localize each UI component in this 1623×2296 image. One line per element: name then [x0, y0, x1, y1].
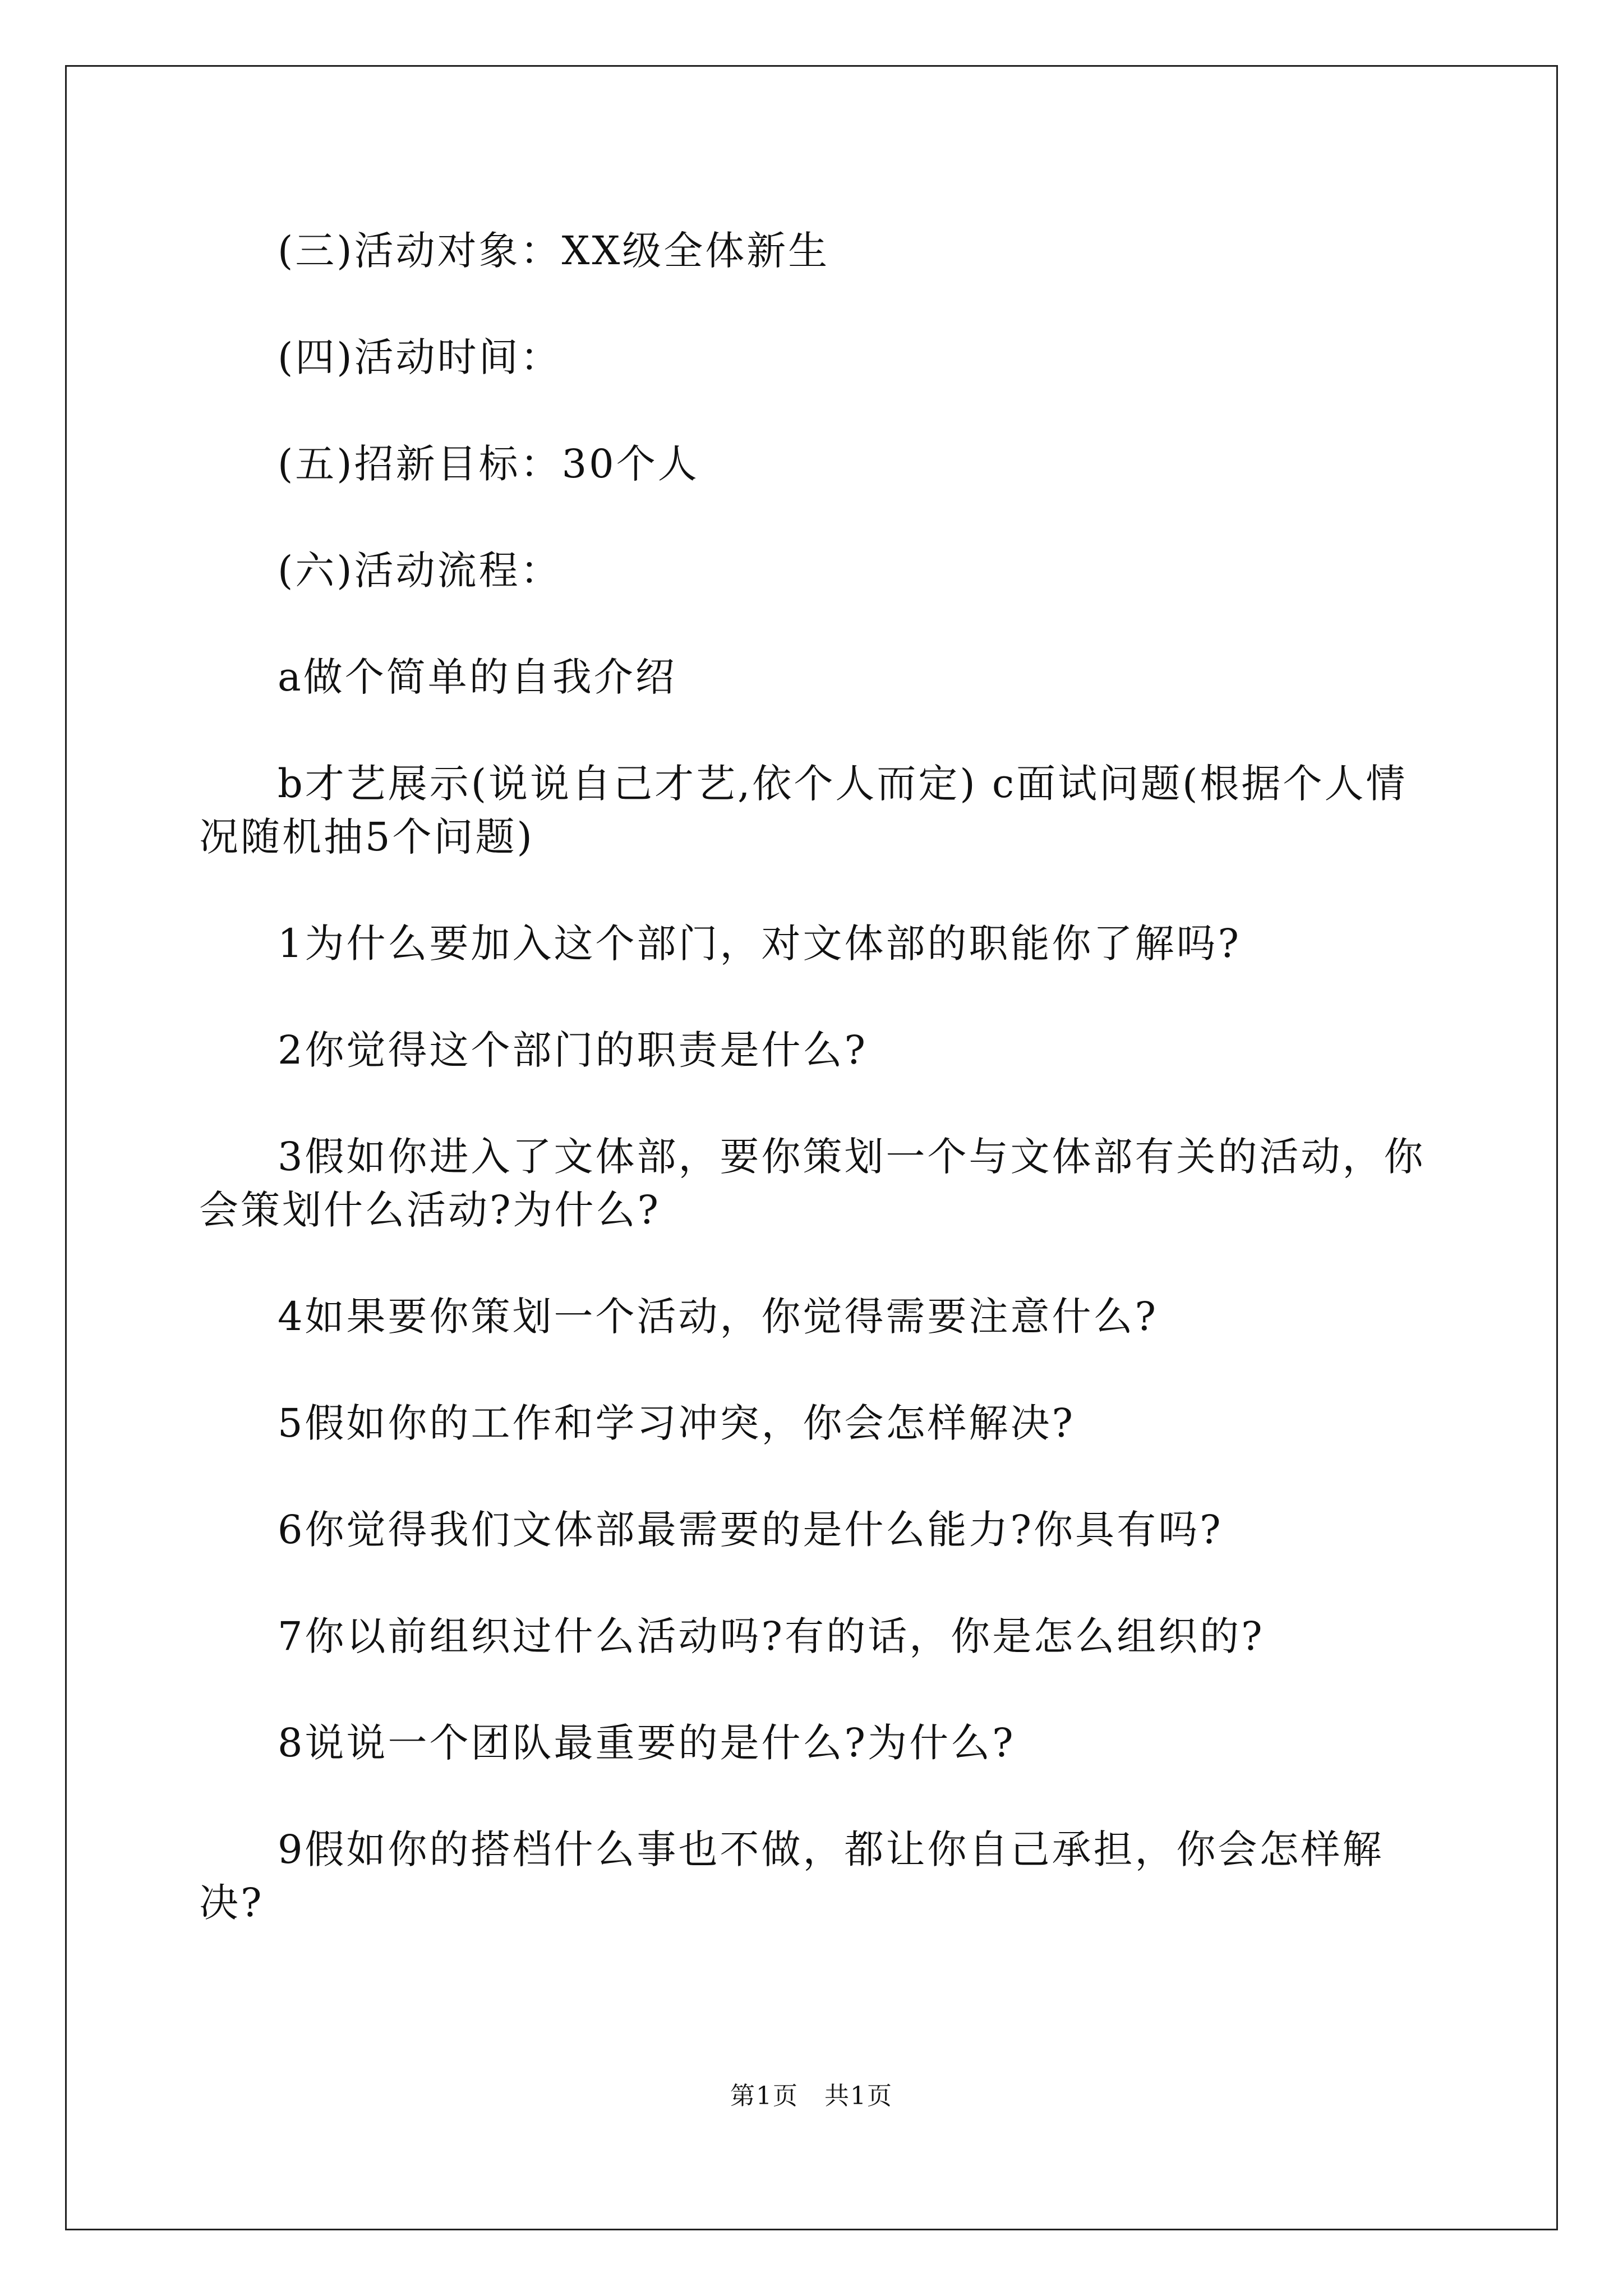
- paragraph: 2你觉得这个部门的职责是什么?: [278, 1027, 868, 1073]
- paragraph: 5假如你的工作和学习冲突，你会怎样解决?: [278, 1400, 1076, 1446]
- paragraph: (五)招新目标：30个人: [278, 441, 699, 487]
- document-body: [199, 224, 1427, 1983]
- paragraph: (四)活动时间：: [278, 334, 562, 380]
- paragraph: a做个简单的自我介绍: [278, 654, 677, 700]
- paragraph: (三)活动对象：XX级全体新生: [278, 228, 830, 274]
- paragraph: 6你觉得我们文体部最需要的是什么能力?你具有吗?: [278, 1507, 1223, 1553]
- paragraph: b才艺展示(说说自己才艺,依个人而定) c面试问题(根据个人情况随机抽5个问题): [199, 761, 1408, 860]
- paragraph: 8说说一个团队最重要的是什么?为什么?: [278, 1720, 1016, 1766]
- paragraph: (六)活动流程：: [278, 547, 562, 593]
- paragraph: 3假如你进入了文体部，要你策划一个与文体部有关的活动，你会策划什么活动?为什么?: [199, 1134, 1426, 1233]
- paragraph: 1为什么要加入这个部门，对文体部的职能你了解吗?: [278, 921, 1242, 967]
- paragraph: 9假如你的搭档什么事也不做，都让你自己承担，你会怎样解决?: [199, 1826, 1384, 1926]
- paragraph: 4如果要你策划一个活动，你觉得需要注意什么?: [278, 1294, 1159, 1340]
- page-footer: 第1页 共1页: [730, 2082, 893, 2110]
- paragraph: 7你以前组织过什么活动吗?有的话，你是怎么组织的?: [278, 1613, 1265, 1659]
